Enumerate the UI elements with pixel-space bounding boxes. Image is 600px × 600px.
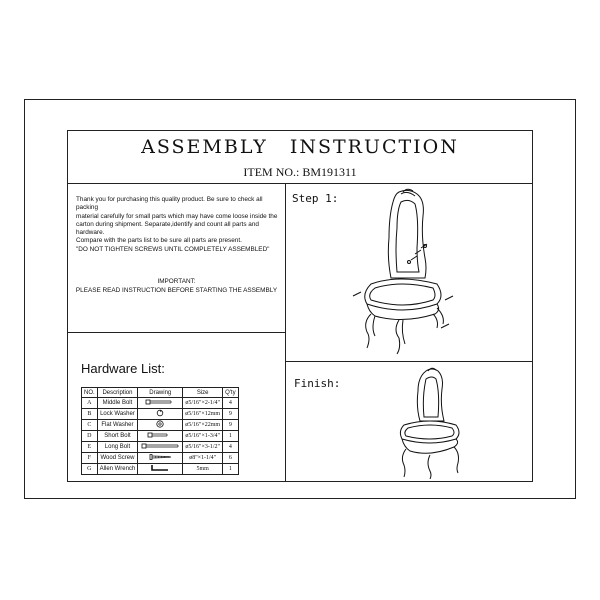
important-title: IMPORTANT: <box>157 278 196 285</box>
hardware-list-title: Hardware List: <box>81 361 165 376</box>
lock-washer-icon <box>138 409 183 420</box>
flat-washer-icon <box>138 420 183 431</box>
part-size: ø5/16"×12mm <box>183 409 223 420</box>
part-qty: 1 <box>223 431 238 442</box>
document-title: ASSEMBLY INSTRUCTION <box>141 136 459 158</box>
part-size: ø5/16"×22mm <box>183 420 223 431</box>
bolt-icon <box>138 442 183 453</box>
part-qty: 9 <box>223 420 238 431</box>
part-letter: A <box>82 398 98 409</box>
vertical-divider <box>285 184 286 481</box>
part-qty: 4 <box>223 398 238 409</box>
finish-label: Finish: <box>294 377 341 390</box>
table-row <box>82 453 239 464</box>
part-size: ø5/16"×1-3/4" <box>183 431 223 442</box>
part-qty: 4 <box>223 442 238 453</box>
instruction-sheet <box>67 130 533 482</box>
header <box>68 131 532 184</box>
part-description: Flat Washer <box>97 420 138 431</box>
part-size: 5mm <box>183 464 223 475</box>
col-header-qty: Q'ty <box>223 388 238 398</box>
part-description: Long Bolt <box>97 442 138 453</box>
intro-line: Thank you for purchasing this quality product. Be sure to check all packing <box>76 196 263 212</box>
table-row <box>82 442 239 453</box>
intro-line: Compare with the parts list to be sure all parts are present. <box>76 237 242 245</box>
finished-chair-illustration <box>390 367 466 479</box>
part-letter: G <box>82 464 98 475</box>
col-header-drawing: Drawing <box>138 388 183 398</box>
part-description: Short Bolt <box>97 431 138 442</box>
left-divider <box>68 332 285 333</box>
table-header-row <box>82 388 239 398</box>
wood-screw-icon <box>138 453 183 464</box>
important-text: PLEASE READ INSTRUCTION BEFORE STARTING THE ASSEMBLY <box>75 287 278 294</box>
part-qty: 6 <box>223 453 238 464</box>
chair-assembly-illustration <box>341 188 461 356</box>
part-letter: C <box>82 420 98 431</box>
part-description: Wood Screw <box>97 453 138 464</box>
bolt-icon <box>138 398 183 409</box>
table-row <box>82 398 239 409</box>
part-description: Allen Wrench <box>97 464 138 475</box>
important-note <box>68 277 285 295</box>
intro-warning: "DO NOT TIGHTEN SCREWS UNTIL COMPLETELY ASSEMBLED" <box>76 245 270 253</box>
part-size: ø5/16"×2-1/4" <box>183 398 223 409</box>
col-header-no: NO. <box>82 388 98 398</box>
part-size: ø8"×1-1/4" <box>183 453 223 464</box>
intro-text <box>76 196 281 254</box>
allen-wrench-icon <box>138 464 183 475</box>
part-size: ø5/16"×3-1/2" <box>183 442 223 453</box>
part-description: Middle Bolt <box>97 398 138 409</box>
part-letter: E <box>82 442 98 453</box>
col-header-description: Description <box>97 388 138 398</box>
part-letter: B <box>82 409 98 420</box>
hardware-table <box>81 387 239 475</box>
table-row <box>82 420 239 431</box>
step-1-label: Step 1: <box>292 192 339 205</box>
part-letter: F <box>82 453 98 464</box>
table-row <box>82 464 239 475</box>
intro-line: carton during shipment. Separate,identify and count all parts and hardware. <box>76 220 259 237</box>
right-divider <box>285 361 532 362</box>
bolt-icon <box>138 431 183 442</box>
part-description: Lock Washer <box>97 409 138 420</box>
item-number: ITEM NO.: BM191311 <box>243 165 357 179</box>
intro-line: material carefully for small parts which may have come loose inside the <box>76 212 278 220</box>
table-row <box>82 431 239 442</box>
table-row <box>82 409 239 420</box>
part-letter: D <box>82 431 98 442</box>
part-qty: 9 <box>223 409 238 420</box>
col-header-size: Size <box>183 388 223 398</box>
part-qty: 1 <box>223 464 238 475</box>
